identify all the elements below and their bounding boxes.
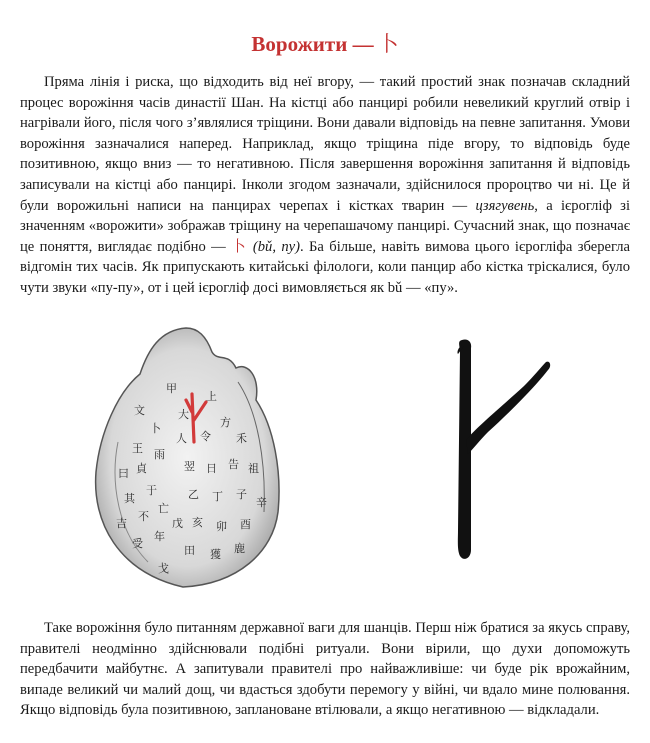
svg-text:令: 令 bbox=[200, 430, 211, 443]
svg-text:亥: 亥 bbox=[192, 516, 203, 529]
title-glyph: 卜 bbox=[377, 32, 399, 56]
svg-text:田: 田 bbox=[184, 544, 195, 557]
svg-text:乙: 乙 bbox=[188, 488, 199, 501]
svg-text:酉: 酉 bbox=[240, 518, 251, 531]
title-text: Ворожити — bbox=[251, 32, 374, 56]
svg-text:年: 年 bbox=[154, 530, 165, 543]
svg-text:上: 上 bbox=[206, 390, 217, 403]
svg-text:受: 受 bbox=[132, 537, 143, 550]
svg-text:人: 人 bbox=[176, 432, 187, 445]
intro-paragraph bbox=[20, 72, 630, 299]
svg-text:貞: 貞 bbox=[136, 462, 147, 475]
rune-svg bbox=[438, 330, 556, 566]
svg-text:翌: 翌 bbox=[184, 460, 195, 473]
svg-text:子: 子 bbox=[236, 488, 247, 501]
glyph-reading: (bǔ, пу) bbox=[252, 238, 300, 255]
svg-text:戈: 戈 bbox=[158, 562, 169, 575]
intro-text-1: Пряма лінія і риска, що відходить від неї вгору, — такий простий знак позначав складний процес ворожіння часів династії Шан. На кістці або панцирі робили невеликий круглий отвір і нагрівали його, після чого з’являлися тріщини. Вони давали відповідь на певне запитання. Умови ворожіння зазначалися наперед. Наприклад, якщо тріщина піде вгору, то відповідь буде позитивною, якщо вниз — то негативною. Після завершення ворожіння запитання й відповідь записували на кістці або панцирі. Інколи згодом зазначали, здійснилося пророцтво чи ні. Це й були ворожильні написи на панцирах черепах і кістках тварин — bbox=[20, 74, 630, 214]
bu-glyph-calligraphy bbox=[438, 330, 556, 566]
svg-text:日: 日 bbox=[206, 462, 217, 475]
svg-text:曰: 曰 bbox=[118, 467, 129, 480]
svg-text:甲: 甲 bbox=[166, 382, 177, 395]
intro-text-2: , а ієрогліф зі значенням «ворожити» зображав тріщину на черепашачому панцирі. Сучасний знак, що позначає це поняття, виглядає подібно — bbox=[20, 197, 630, 255]
inline-glyph: 卜 bbox=[231, 238, 248, 255]
svg-text:獲: 獲 bbox=[210, 548, 221, 561]
svg-text:不: 不 bbox=[138, 510, 149, 523]
svg-text:卯: 卯 bbox=[216, 520, 227, 533]
svg-text:雨: 雨 bbox=[154, 448, 165, 461]
svg-text:亡: 亡 bbox=[158, 502, 169, 515]
shell-svg bbox=[88, 322, 283, 592]
svg-text:于: 于 bbox=[146, 484, 157, 497]
svg-text:方: 方 bbox=[220, 416, 231, 429]
svg-text:辛: 辛 bbox=[256, 496, 267, 509]
svg-text:丁: 丁 bbox=[212, 490, 223, 503]
ritual-paragraph: Таке ворожіння було питанням державної ваги для шанців. Перш ніж братися за якусь справу, правителі неодмінно здійснювали подібні ритуали. Вони вірили, що духи допоможуть передбачити майбутнє. А запитували правителі про найважливіше: чи буде рік врожайним, випаде великий чи малий дощ, чи вдасться здобути перемогу у війні, чи вдало мине полювання. Якщо відповідь була позитивною, заплановане втілювали, а якщо негативною — відкладали. bbox=[20, 620, 630, 719]
svg-text:卜: 卜 bbox=[150, 422, 161, 435]
svg-text:其: 其 bbox=[124, 492, 135, 505]
term-jiaguwen: цзягувень bbox=[475, 197, 535, 214]
svg-text:大: 大 bbox=[178, 408, 189, 421]
svg-text:戊: 戊 bbox=[172, 517, 183, 530]
svg-text:吉: 吉 bbox=[116, 517, 127, 530]
svg-text:王: 王 bbox=[132, 442, 143, 455]
svg-text:告: 告 bbox=[228, 458, 239, 471]
intro-text-3: . Ба більше, навіть вимова цього ієрогліфа зберегла відгомін тих часів. Як припускають китайські філологи, коли панцир або кістка тріскалися, було чути звуки «пу-пу», от і цей ієрогліф досі вимовляється як bǔ — «пу». bbox=[20, 238, 630, 296]
svg-text:祖: 祖 bbox=[248, 462, 259, 475]
svg-text:文: 文 bbox=[134, 404, 145, 417]
svg-text:禾: 禾 bbox=[236, 432, 247, 445]
oracle-bone-shell-image bbox=[88, 322, 283, 592]
svg-text:鹿: 鹿 bbox=[234, 542, 245, 555]
page-title bbox=[0, 28, 650, 58]
